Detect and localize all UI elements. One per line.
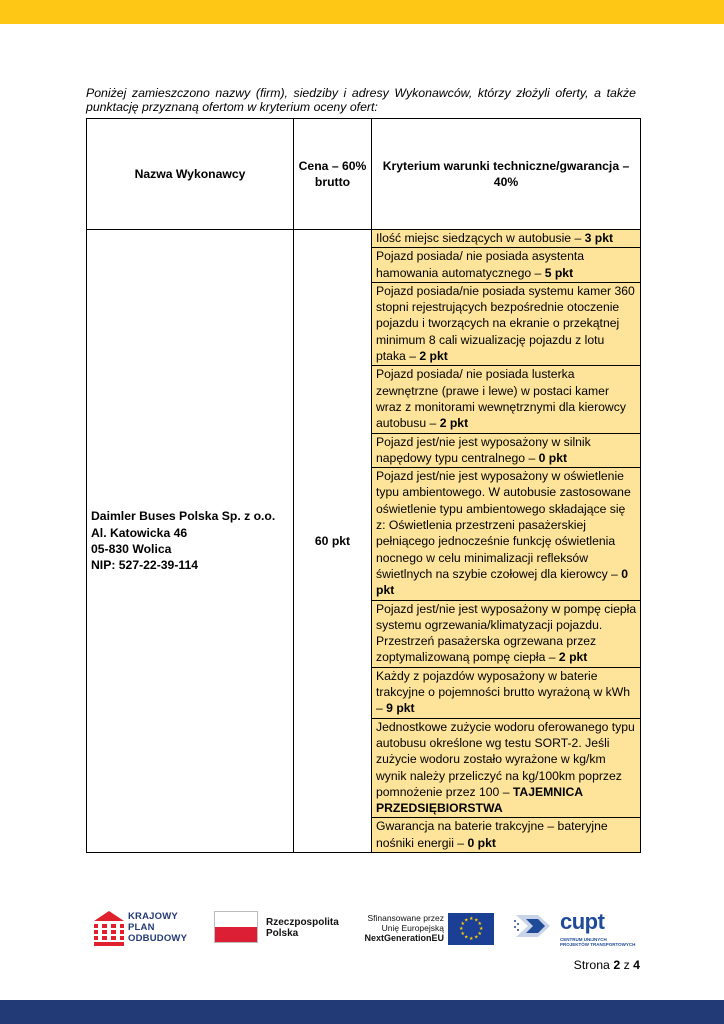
- svg-text:★: ★: [479, 926, 484, 932]
- rp-logo: [214, 905, 344, 953]
- contractor-city: 05-830 Wolica: [91, 541, 172, 556]
- page-current: 2: [613, 958, 621, 972]
- eu-flag-icon: [448, 913, 494, 945]
- svg-text:★: ★: [477, 931, 482, 937]
- page-number: [560, 958, 640, 972]
- eu-line3: NextGenerationEU: [364, 933, 444, 943]
- criterion-score: 9 pkt: [386, 701, 415, 716]
- rp-line1: Rzeczpospolita: [266, 917, 339, 928]
- criterion-cell: [372, 600, 641, 667]
- svg-text:★: ★: [469, 916, 474, 922]
- svg-text:★: ★: [474, 917, 479, 924]
- price-score: 60 pkt: [294, 230, 372, 853]
- kpo-logo: [90, 905, 190, 953]
- kpo-emblem-icon: [92, 909, 126, 949]
- page-separator: z: [623, 958, 630, 972]
- poland-flag-icon: [214, 911, 258, 943]
- cupt-sub1: CENTRUM UNIJNYCH: [560, 937, 607, 942]
- criterion-cell: [372, 818, 641, 853]
- criterion-score: 2 pkt: [419, 349, 448, 364]
- eu-logo: [356, 905, 496, 953]
- criterion-score: TAJEMNICA PRZEDSIĘBIORSTWA: [376, 784, 583, 816]
- criterion-score: 2 pkt: [558, 650, 588, 665]
- top-accent-bar: [0, 0, 724, 24]
- offers-table: [86, 118, 641, 853]
- criterion-text: Ilość miejsc siedzących w autobusie –: [376, 231, 585, 245]
- svg-text:★: ★: [459, 926, 464, 932]
- criterion-cell: [372, 230, 641, 248]
- header-criteria: Kryterium warunki techniczne/gwarancja – 40%: [372, 119, 641, 230]
- contractor-nip: NIP: 527-22-39-114: [91, 558, 199, 573]
- criterion-text: Jednostkowe zużycie wodoru oferowanego typu autobusu określone wg testu SORT-2. Jeśli zużycie wodoru zostało wyrażone w kg/km wynik należy przeliczyć na kg/100km poprzez pomnożenie przez 100 –: [376, 719, 635, 799]
- criterion-text: Pojazd jest/nie jest wyposażony w silnik napędowy typu centralnego –: [376, 434, 591, 465]
- header-price: Cena – 60% brutto: [294, 119, 372, 230]
- criterion-text: Pojazd posiada/ nie posiada asystenta hamowania automatycznego –: [376, 249, 585, 280]
- criterion-text: Gwarancja na baterie trakcyjne – bateryjne nośniki energii –: [376, 819, 608, 850]
- criterion-cell: [372, 667, 641, 718]
- criterion-cell: [372, 433, 641, 468]
- criterion-score: 0 pkt: [376, 566, 628, 598]
- rp-line2: Polska: [266, 928, 299, 939]
- intro-text: Poniżej zamieszczono nazwy (firm), siedziby i adresy Wykonawców, którzy złożyli oferty, a także punktację przyznaną ofertom w kryterium oceny ofert:: [86, 86, 636, 114]
- svg-text:★: ★: [474, 934, 479, 941]
- table-header-row: [87, 119, 641, 230]
- svg-text:★: ★: [460, 931, 465, 937]
- cupt-sub2: PROJEKTÓW TRANSPORTOWYCH: [560, 942, 636, 947]
- contractor-cell: [87, 230, 294, 853]
- cupt-emblem-icon: [512, 911, 556, 941]
- criterion-cell: [372, 366, 641, 433]
- criterion-score: 5 pkt: [544, 265, 574, 280]
- contractor-street: Al. Katowicka 46: [91, 525, 188, 540]
- eu-line2: Unię Europejską: [381, 923, 444, 933]
- bottom-accent-bar: [0, 1000, 724, 1024]
- kpo-line2: PLAN: [128, 922, 155, 933]
- cupt-logo: [510, 905, 650, 953]
- kpo-line3: ODBUDOWY: [128, 933, 188, 944]
- svg-text:★: ★: [477, 921, 482, 927]
- criterion-text: Każdy z pojazdów wyposażony w baterie trakcyjne o pojemności brutto wyrażoną w kWh –: [376, 668, 631, 716]
- svg-text:★: ★: [464, 917, 469, 924]
- criterion-score: 2 pkt: [439, 416, 469, 431]
- criterion-text: Pojazd jest/nie jest wyposażony w oświetlenie typu ambientowego. W autobusie zastosowane oświetlenie typu ambientowego składające się z: Oświetlenia przestrzeni pasażerskiej pełniącego jednocześnie funkcję oświetlenia nocnego w celu minimalizacji refleksów świetlnych na szybie czołowej dla kierowcy –: [376, 469, 631, 581]
- page-total: 4: [633, 958, 640, 972]
- criterion-text: Pojazd posiada/ nie posiada lusterka zewnętrzne (prawe i lewe) w postaci kamer wraz z monitorami wewnętrznymi dla kierowcy autobusu –: [376, 367, 626, 431]
- contractor-name: Daimler Buses Polska Sp. z o.o.: [91, 509, 276, 524]
- footer-logos: [90, 905, 650, 953]
- criterion-score: 0 pkt: [467, 835, 496, 850]
- header-name: Nazwa Wykonawcy: [87, 119, 294, 230]
- kpo-line1: KRAJOWY: [128, 911, 178, 922]
- svg-text:★: ★: [464, 934, 469, 941]
- criterion-score: 0 pkt: [538, 450, 568, 465]
- criterion-cell: [372, 468, 641, 600]
- cupt-name: cupt: [560, 909, 605, 934]
- page-label: Strona: [573, 958, 610, 972]
- svg-text:★: ★: [460, 921, 465, 927]
- criterion-text: Pojazd posiada/nie posiada systemu kamer 360 stopni rejestrujących bezpośrednie otoczenie pojazdu i tworzących na ekranie o przekątnej minimum 8 cali wizualizację pojazdu z lotu ptaka –: [376, 283, 635, 364]
- svg-text:★: ★: [469, 936, 474, 942]
- criterion-cell: [372, 282, 641, 365]
- criterion-text: Pojazd jest/nie jest wyposażony w pompę ciepła systemu ogrzewania/klimatyzacji pojazdu. Przestrzeń pasażerska ogrzewana przez zoptymalizowaną pompę ciepła –: [376, 601, 637, 665]
- criterion-cell: [372, 248, 641, 283]
- eu-line1: Sfinansowane przez: [367, 913, 444, 923]
- table-row: [87, 230, 641, 248]
- criterion-score: 3 pkt: [584, 231, 614, 245]
- criterion-cell: [372, 718, 641, 818]
